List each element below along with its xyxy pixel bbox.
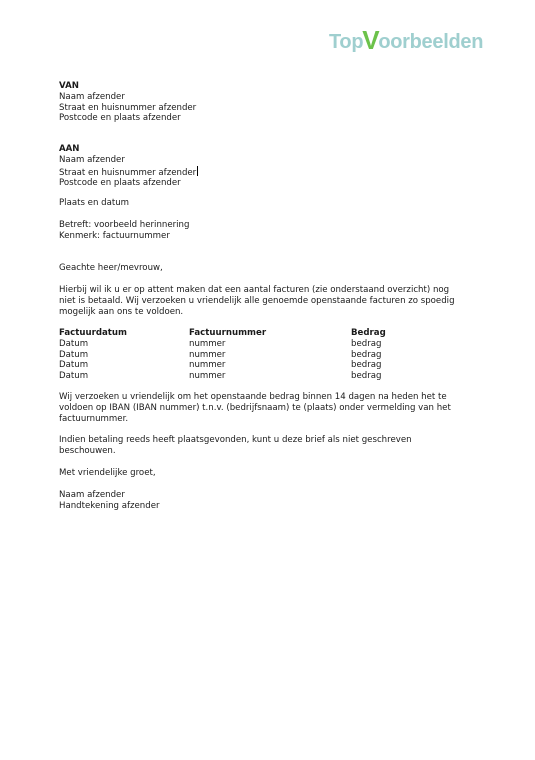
intro-paragraph bbox=[59, 285, 455, 317]
header-invoice-date: Factuurdatum bbox=[59, 328, 127, 338]
signature-name: Naam afzender bbox=[59, 490, 125, 500]
subject-line: Betreft: voorbeeld herinnering bbox=[59, 220, 190, 230]
place-date: Plaats en datum bbox=[59, 198, 130, 208]
cell-amount: bedrag bbox=[351, 338, 382, 349]
header-amount: Bedrag bbox=[351, 328, 386, 338]
cell-number: nummer bbox=[189, 360, 226, 371]
disclaimer-paragraph bbox=[59, 435, 412, 457]
intro-line: niet is betaald. Wij verzoeken u vriendelijk alle genoemde openstaande facturen zo spoedig bbox=[59, 295, 455, 306]
closing-greeting: Met vriendelijke groet, bbox=[59, 468, 156, 478]
request-line: factuurnummer. bbox=[59, 413, 129, 424]
intro-line: mogelijk aan ons te voldoen. bbox=[59, 306, 184, 317]
invoice-table bbox=[59, 328, 419, 382]
closing-block bbox=[59, 468, 156, 479]
request-line: Wij verzoeken u vriendelijk om het openstaande bedrag binnen 14 dagen na heden het te bbox=[59, 392, 447, 402]
cell-number: nummer bbox=[189, 371, 226, 382]
sender-heading: VAN bbox=[59, 81, 79, 91]
table-row bbox=[59, 350, 419, 361]
disclaimer-line: beschouwen. bbox=[59, 445, 116, 456]
recipient-heading: AAN bbox=[59, 144, 80, 154]
cell-amount: bedrag bbox=[351, 349, 382, 360]
logo-text-top: Top bbox=[329, 31, 364, 53]
subject-block bbox=[59, 220, 189, 242]
text-cursor bbox=[197, 166, 198, 176]
cell-date: Datum bbox=[59, 338, 89, 349]
cell-date: Datum bbox=[59, 349, 89, 360]
invoice-table-header bbox=[59, 328, 419, 339]
reference-line: Kenmerk: factuurnummer bbox=[59, 230, 170, 241]
request-line: voldoen op IBAN (IBAN nummer) t.n.v. (bedrijfsnaam) te (plaats) onder vermelding van het bbox=[59, 402, 451, 413]
header-invoice-number: Factuurnummer bbox=[189, 328, 267, 338]
recipient-street-line bbox=[59, 166, 198, 179]
cell-date: Datum bbox=[59, 371, 89, 382]
recipient-block bbox=[59, 144, 198, 189]
sender-postal: Postcode en plaats afzender bbox=[59, 113, 181, 124]
signature-block bbox=[59, 490, 160, 512]
table-row bbox=[59, 360, 419, 371]
logo-checkmark-v: V bbox=[362, 25, 380, 55]
recipient-street: Straat en huisnummer afzender bbox=[59, 167, 197, 178]
topvoorbeelden-logo bbox=[329, 27, 483, 54]
logo-text-voorbeelden: oorbeelden bbox=[378, 31, 484, 53]
sender-block bbox=[59, 81, 196, 124]
place-date-block bbox=[59, 198, 129, 209]
cell-date: Datum bbox=[59, 360, 89, 371]
table-row bbox=[59, 339, 419, 350]
sender-name: Naam afzender bbox=[59, 91, 125, 102]
request-paragraph bbox=[59, 392, 451, 424]
recipient-postal: Postcode en plaats afzender bbox=[59, 178, 181, 189]
cell-number: nummer bbox=[189, 338, 226, 349]
recipient-name: Naam afzender bbox=[59, 154, 125, 165]
sender-street: Straat en huisnummer afzender bbox=[59, 102, 197, 113]
cell-amount: bedrag bbox=[351, 360, 382, 371]
table-row bbox=[59, 371, 419, 382]
signature-line: Handtekening afzender bbox=[59, 500, 160, 511]
disclaimer-line: Indien betaling reeds heeft plaatsgevonden, kunt u deze brief als niet geschreven bbox=[59, 435, 412, 445]
cell-number: nummer bbox=[189, 349, 226, 360]
salutation: Geachte heer/mevrouw, bbox=[59, 263, 163, 273]
intro-line: Hierbij wil ik u er op attent maken dat een aantal facturen (zie onderstaand overzicht) nog bbox=[59, 285, 450, 295]
cell-amount: bedrag bbox=[351, 371, 382, 382]
salutation-block bbox=[59, 263, 163, 274]
